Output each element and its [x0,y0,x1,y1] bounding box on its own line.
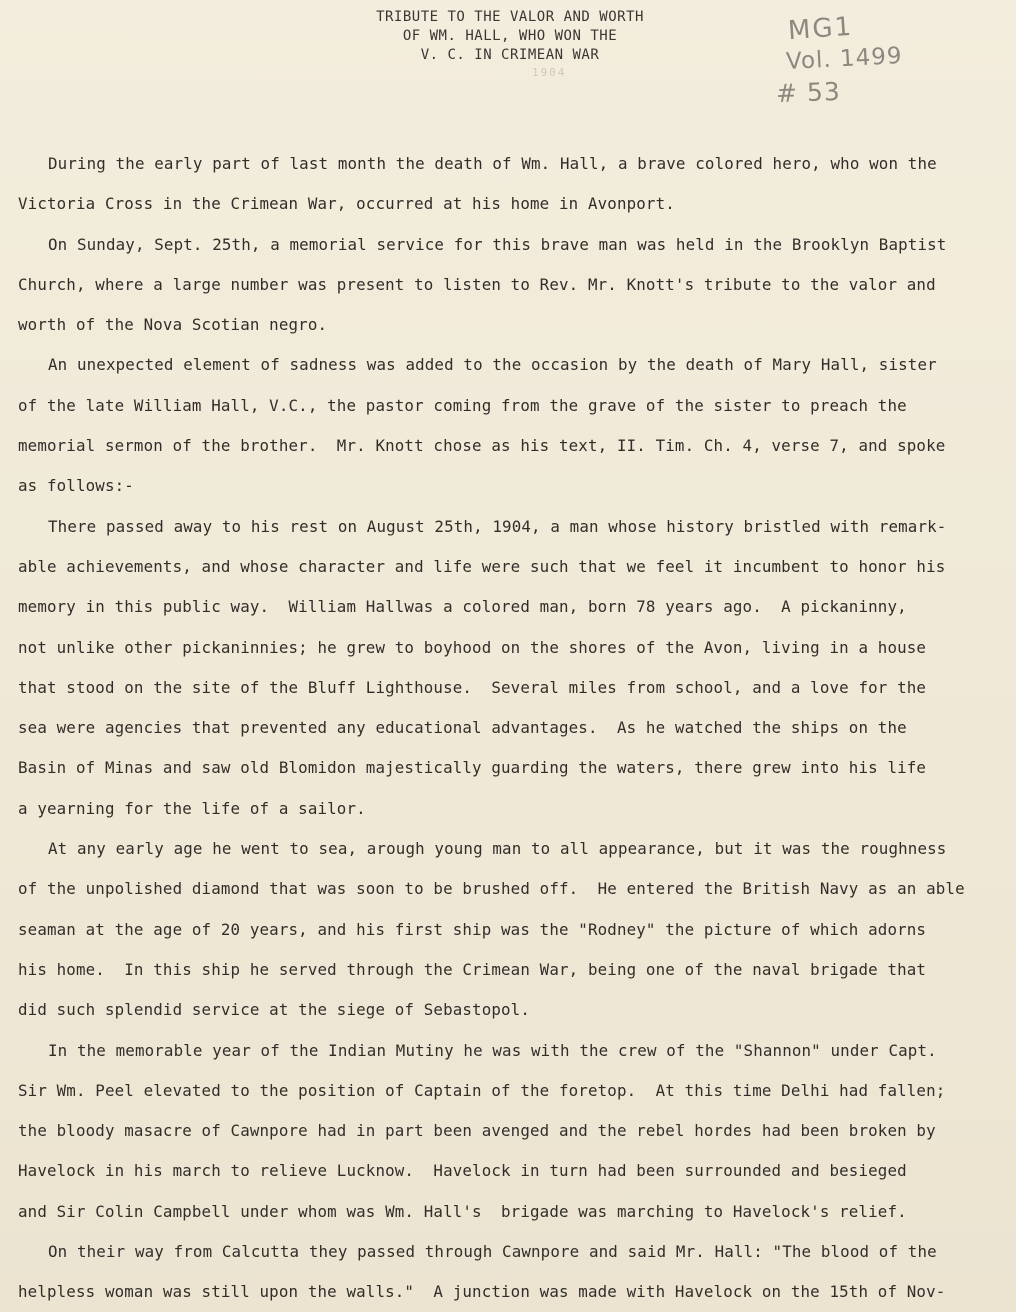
annotation-collection: MG1 [787,11,855,47]
body-text-line: On their way from Calcutta they passed through Cawnpore and said Mr. Hall: "The blood of the [48,1242,937,1262]
body-text-line: his home. In this ship he served through the Crimean War, being one of the naval brigade that [18,959,927,979]
body-text-line: On Sunday, Sept. 25th, a memorial service for this brave man was held in the Brooklyn Baptist [48,234,947,254]
annotation-item-number: # 53 [775,76,842,109]
body-text-line: Sir Wm. Peel elevated to the position of Captain of the foretop. At this time Delhi had fallen; [18,1080,946,1100]
body-text-line: seaman at the age of 20 years, and his first ship was the "Rodney" the picture of which adorns [18,919,927,939]
body-text-line: There passed away to his rest on August 25th, 1904, a man whose history bristled with remark- [48,516,947,536]
body-text-line: In the memorable year of the Indian Mutiny he was with the crew of the "Shannon" under Capt. [48,1040,937,1060]
body-text-line: An unexpected element of sadness was added to the occasion by the death of Mary Hall, sister [48,355,937,375]
handwritten-archive-annotation [770,6,940,116]
document-body [18,144,1008,1312]
body-text-line: Church, where a large number was present to listen to Rev. Mr. Knott's tribute to the valor and [18,274,936,294]
body-text-line: At any early age he went to sea, arough young man to all appearance, but it was the roughness [48,839,947,859]
body-text-line: worth of the Nova Scotian negro. [18,315,328,335]
body-text-line: and Sir Colin Campbell under whom was Wm. Hall's brigade was marching to Havelock's relief. [18,1201,907,1221]
title-line-1: TRIBUTE TO THE VALOR AND WORTH [376,9,644,25]
body-text-line: helpless woman was still upon the walls." A junction was made with Havelock on the 15th of Nov- [18,1282,946,1302]
body-text-line: memory in this public way. William Hallwas a colored man, born 78 years ago. A pickaninny, [18,597,907,617]
body-text-line: the bloody masacre of Cawnpore had in part been avenged and the rebel hordes had been broken by [18,1121,936,1141]
body-text-line: did such splendid service at the siege of Sebastopol. [18,1000,531,1020]
annotation-volume: Vol. 1499 [785,42,904,76]
title-line-2: OF WM. HALL, WHO WON THE [402,28,618,44]
body-text-line: During the early part of last month the death of Wm. Hall, a brave colored hero, who won the [48,154,937,173]
body-text-line: sea were agencies that prevented any educational advantages. As he watched the ships on the [18,718,907,738]
body-text-line: of the unpolished diamond that was soon to be brushed off. He entered the British Navy as an able [18,879,965,899]
body-text-line: not unlike other pickaninnies; he grew to boyhood on the shores of the Avon, living in a house [18,637,927,657]
body-text-line: Basin of Minas and saw old Blomidon majestically guarding the waters, there grew into his life [18,758,927,778]
body-text-line: Havelock in his march to relieve Lucknow. Havelock in turn had been surrounded and besieged [18,1161,907,1181]
body-text-line: of the late William Hall, V.C., the pastor coming from the grave of the sister to preach the [18,395,907,415]
body-text-line: a yearning for the life of a sailor. [18,798,366,818]
body-text-line: as follows:- [18,476,134,496]
body-text-line: that stood on the site of the Bluff Lighthouse. Several miles from school, and a love for the [18,677,927,697]
faint-year-mark: 1904 [532,66,567,79]
document-title [300,8,720,65]
title-line-3: V. C. IN CRIMEAN WAR [420,47,600,63]
body-text-line: memorial sermon of the brother. Mr. Knott chose as his text, II. Tim. Ch. 4, verse 7, and spoke [18,436,946,456]
body-text-line: able achievements, and whose character and life were such that we feel it incumbent to honor his [18,556,946,576]
body-text-line: Victoria Cross in the Crimean War, occurred at his home in Avonport. [18,194,675,214]
